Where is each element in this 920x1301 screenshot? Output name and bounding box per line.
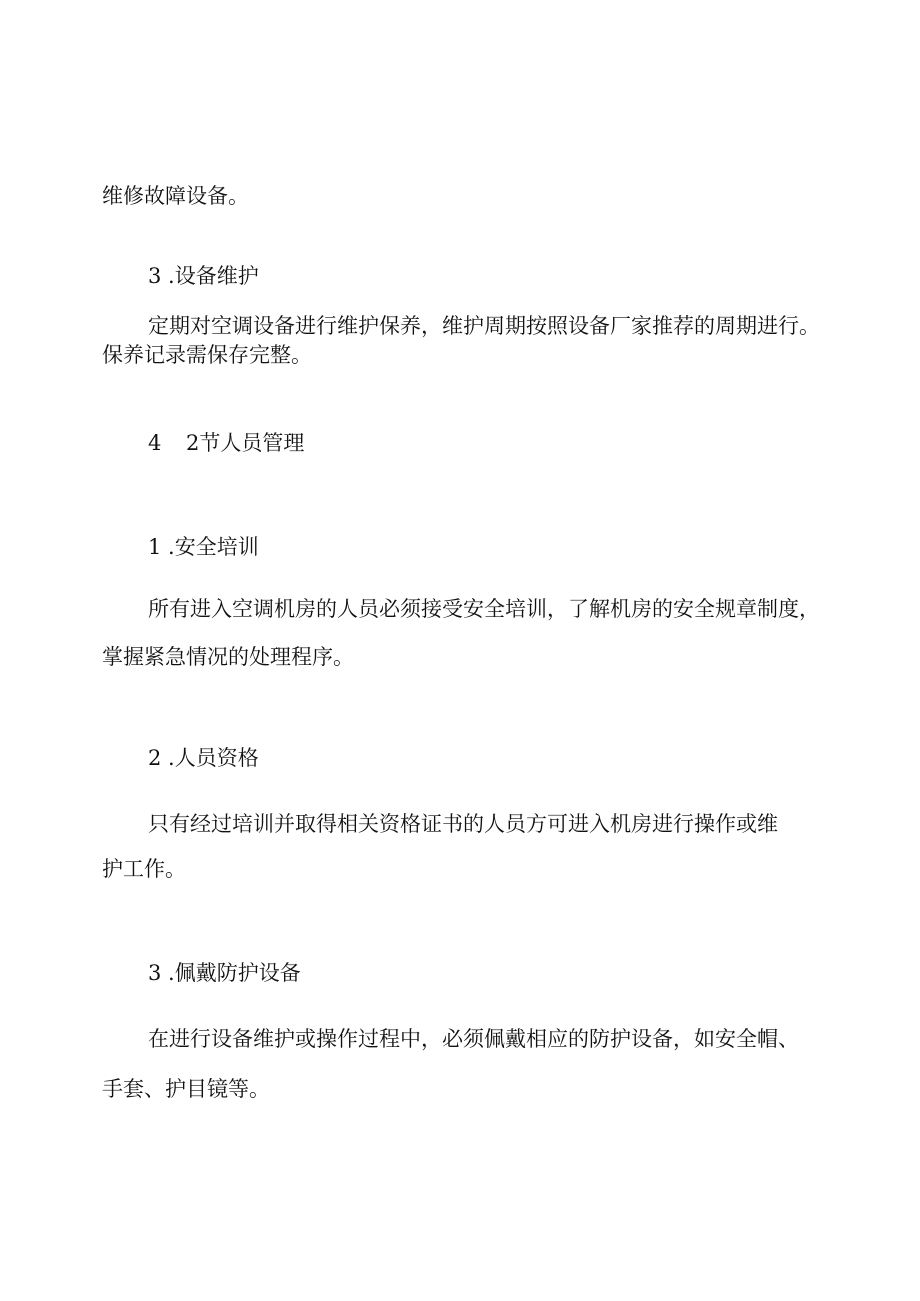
paragraph-equipment-maintenance-line-1: 定期对空调设备进行维护保养，维护周期按照设备厂家推荐的周期进行。 xyxy=(148,314,820,338)
continuation-text: 维修故障设备。 xyxy=(102,184,249,208)
paragraph-qualification-line-1: 只有经过培训并取得相关资格证书的人员方可进入机房进行操作或维 xyxy=(148,812,778,836)
paragraph-safety-training-line-1: 所有进入空调机房的人员必须接受安全培训，了解机房的安全规章制度， xyxy=(148,597,820,621)
chapter-title: 2节人员管理 xyxy=(186,431,305,455)
paragraph-equipment-maintenance-line-2: 保养记录需保存完整。 xyxy=(102,343,312,367)
paragraph-qualification-line-2: 护工作。 xyxy=(102,857,186,881)
section-heading-protective-equipment: 3 .佩戴防护设备 xyxy=(148,961,301,985)
section-heading-safety-training: 1 .安全培训 xyxy=(148,535,259,559)
paragraph-safety-training-line-2: 掌握紧急情况的处理程序。 xyxy=(102,645,354,669)
section-heading-personnel-qualification: 2 .人员资格 xyxy=(148,746,259,770)
section-heading-equipment-maintenance: 3 .设备维护 xyxy=(148,264,259,288)
paragraph-protection-line-2: 手套、护目镜等。 xyxy=(102,1077,270,1101)
chapter-number: 4 xyxy=(148,431,162,455)
paragraph-protection-line-1: 在进行设备维护或操作过程中，必须佩戴相应的防护设备，如安全帽、 xyxy=(148,1027,799,1051)
